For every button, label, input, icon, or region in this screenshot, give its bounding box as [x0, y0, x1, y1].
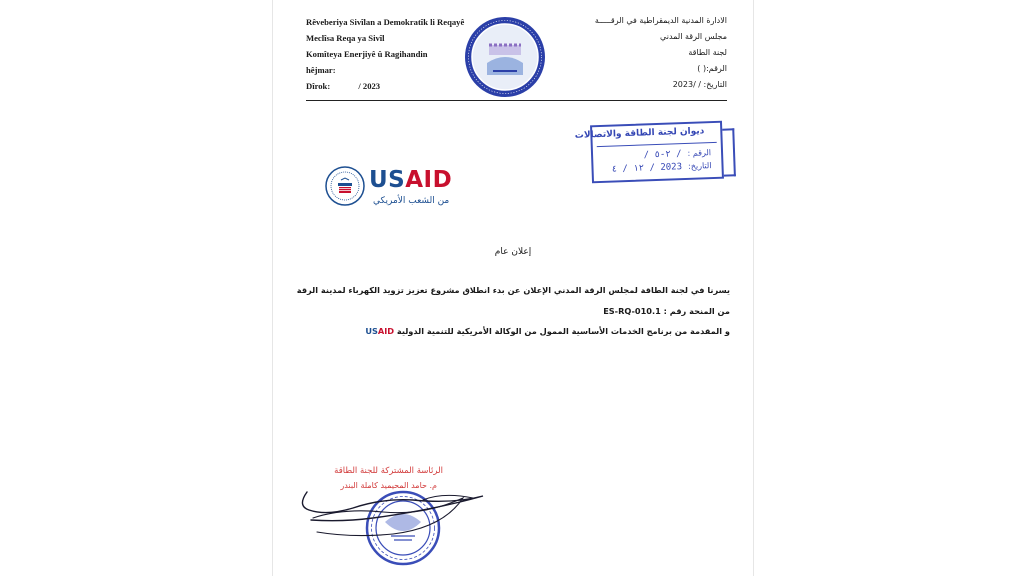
header-arabic-ref: الرقم:( ) [697, 64, 727, 73]
stamp-number-value: / ٢-٥ / [643, 149, 682, 161]
header-kurdish-line-3: Komîteya Enerjiyê û Ragihandin [306, 49, 428, 59]
header-kurdish-line-2: Meclîsa Reqa ya Sivîl [306, 33, 385, 43]
stamp-date-value: 2023 / ١٢ / ٤ [611, 162, 683, 175]
registry-stamp [574, 121, 724, 184]
usaid-arabic-tagline: من الشعب الأمريكي [373, 196, 450, 206]
header-arabic-date: التاريخ: / /2023 [672, 80, 727, 89]
header-arabic-line-3: لجنة الطاقة [688, 48, 727, 57]
signature-names: م. حامد المحيميد كاملة البندر [340, 481, 437, 490]
header-kurdish-date [306, 78, 486, 94]
header-kurdish-block [306, 14, 486, 94]
header-kurdish-date-label: Dîrok: [306, 81, 331, 91]
header-arabic-line-1: الادارة المدنية الديمقراطية في الرقـــــة [594, 16, 727, 25]
stamp-title: ديوان لجنة الطاقة والاتصالات [574, 126, 705, 141]
notice-title: إعلان عام [494, 247, 532, 257]
notice-inline-aid: AID [377, 326, 395, 336]
notice-grant-label: من المنحة رقم : [663, 306, 730, 316]
administration-seal-icon [463, 15, 547, 99]
stamp-date [611, 161, 711, 174]
header-kurdish-date-value: / 2023 [358, 81, 381, 91]
usaid-logo-wordmark [369, 167, 452, 193]
stamp-number-label: الرقم : [687, 148, 712, 158]
usaid-logo-aid: AID [405, 167, 453, 193]
notice-grant-code: ES-RQ-010.1 [603, 306, 661, 316]
usaid-logo-us: US [369, 167, 406, 193]
header-arabic-line-2: مجلس الرقة المدني [660, 32, 727, 41]
signature-and-seal [273, 470, 753, 576]
header-divider [306, 100, 727, 101]
header-kurdish-line-1: Rêveberiya Sivîlan a Demokratîk li Reqayê [306, 17, 465, 27]
stamp-divider [597, 142, 717, 147]
notice-body-line-2 [603, 306, 730, 316]
header-arabic-block [567, 13, 727, 93]
notice-body-line-1: يسرنا في لجنة الطاقة لمجلس الرقة المدني الإعلان عن بدء انطلاق مشروع تعزيز تزويد الكهرباء لمدينة الرقة [296, 285, 730, 295]
document-page [272, 0, 754, 576]
stamp-number [644, 148, 712, 160]
signature-title: الرئاسة المشتركة للجنة الطاقة [334, 466, 443, 476]
header-kurdish-ref: hêjmar: [306, 65, 336, 75]
stamp-date-label: التاريخ: [687, 161, 712, 171]
notice-inline-us: US [365, 326, 378, 336]
stamp-side-bracket [722, 128, 736, 176]
usaid-seal-icon [325, 166, 365, 206]
official-seal-icon [367, 492, 439, 564]
notice-body-line-3 [365, 326, 730, 336]
notice-inline-usaid [365, 326, 394, 336]
notice-body-line-3-text: و المقدمة من برنامج الخدمات الأساسية الممول من الوكالة الأمريكية للتنمية الدولية [396, 326, 730, 336]
